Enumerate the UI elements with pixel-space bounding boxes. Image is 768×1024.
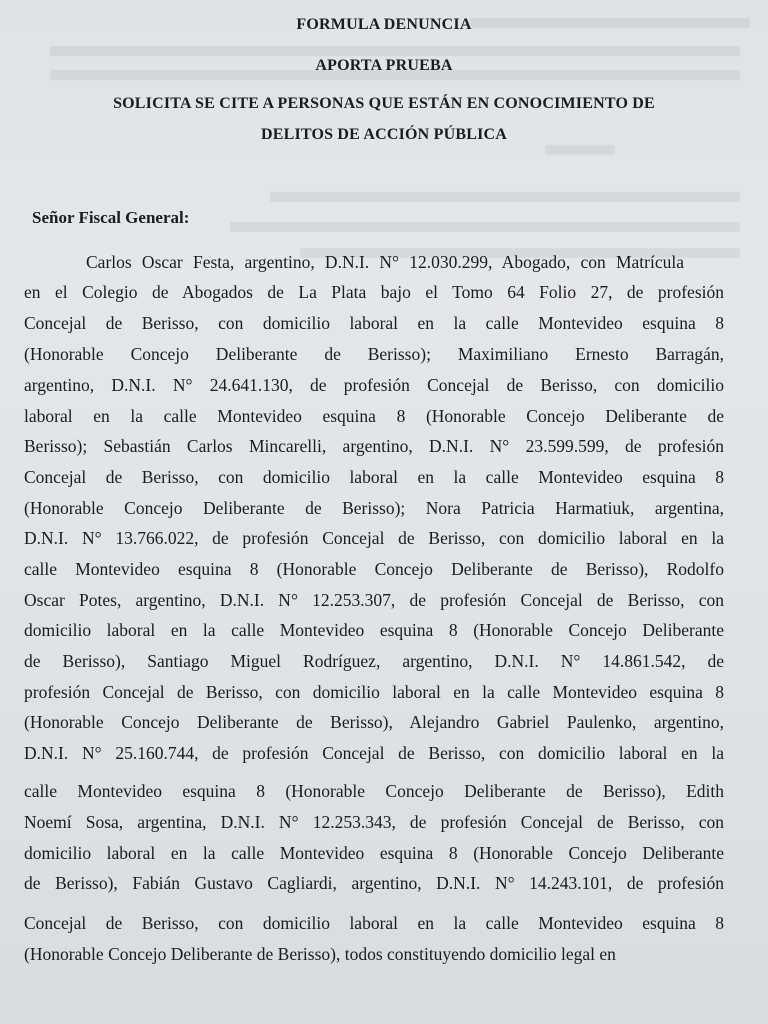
body-line: (Honorable Concejo Deliberante de Berisso), todos constituyendo domicilio legal en: [24, 944, 616, 964]
document-subtitle: APORTA PRUEBA: [315, 57, 453, 74]
body-line: (Honorable Concejo Deliberante de Berisso), Alejandro Gabriel Paulenko, argentino,: [24, 712, 724, 732]
body-line: laboral en la calle Montevideo esquina 8 (Honorable Concejo Deliberante de: [24, 406, 724, 426]
body-line: (Honorable Concejo Deliberante de Berisso); Maximiliano Ernesto Barragán,: [24, 344, 724, 364]
salutation: Señor Fiscal General:: [32, 208, 190, 227]
body-line: Concejal de Berisso, con domicilio laboral en la calle Montevideo esquina 8: [24, 913, 724, 933]
document-request-line-1: SOLICITA SE CITE A PERSONAS QUE ESTÁN EN CONOCIMIENTO DE: [113, 95, 655, 112]
body-line: domicilio laboral en la calle Montevideo esquina 8 (Honorable Concejo Deliberante: [24, 620, 724, 640]
body-line: de Berisso), Fabián Gustavo Cagliardi, argentino, D.N.I. N° 14.243.101, de profesión: [24, 873, 724, 893]
body-line: calle Montevideo esquina 8 (Honorable Concejo Deliberante de Berisso), Rodolfo: [24, 559, 724, 579]
body-line: de Berisso), Santiago Miguel Rodríguez, argentino, D.N.I. N° 14.861.542, de: [24, 651, 724, 671]
body-line: domicilio laboral en la calle Montevideo esquina 8 (Honorable Concejo Deliberante: [24, 843, 724, 863]
body-line: calle Montevideo esquina 8 (Honorable Concejo Deliberante de Berisso), Edith: [24, 781, 724, 801]
body-line: (Honorable Concejo Deliberante de Berisso); Nora Patricia Harmatiuk, argentina,: [24, 498, 724, 518]
body-line: argentino, D.N.I. N° 24.641.130, de profesión Concejal de Berisso, con domicilio: [24, 375, 724, 395]
body-line: D.N.I. N° 25.160.744, de profesión Concejal de Berisso, con domicilio laboral en la: [24, 743, 724, 763]
body-line: Oscar Potes, argentino, D.N.I. N° 12.253.307, de profesión Concejal de Berisso, con: [24, 590, 724, 610]
document-title: FORMULA DENUNCIA: [296, 16, 472, 33]
body-line: en el Colegio de Abogados de La Plata bajo el Tomo 64 Folio 27, de profesión: [24, 282, 724, 302]
body-line: Berisso); Sebastián Carlos Mincarelli, argentino, D.N.I. N° 23.599.599, de profesión: [24, 436, 724, 456]
body-line: D.N.I. N° 13.766.022, de profesión Concejal de Berisso, con domicilio laboral en la: [24, 528, 724, 548]
body-line: Concejal de Berisso, con domicilio laboral en la calle Montevideo esquina 8: [24, 313, 724, 333]
document-request-line-2: DELITOS DE ACCIÓN PÚBLICA: [260, 126, 508, 143]
body-line: Concejal de Berisso, con domicilio laboral en la calle Montevideo esquina 8: [24, 467, 724, 487]
body-line: Noemí Sosa, argentina, D.N.I. N° 12.253.343, de profesión Concejal de Berisso, con: [24, 812, 724, 832]
body-line: profesión Concejal de Berisso, con domicilio laboral en la calle Montevideo esquina 8: [24, 682, 724, 702]
body-line: Carlos Oscar Festa, argentino, D.N.I. N° 12.030.299, Abogado, con Matrícula: [86, 252, 684, 272]
